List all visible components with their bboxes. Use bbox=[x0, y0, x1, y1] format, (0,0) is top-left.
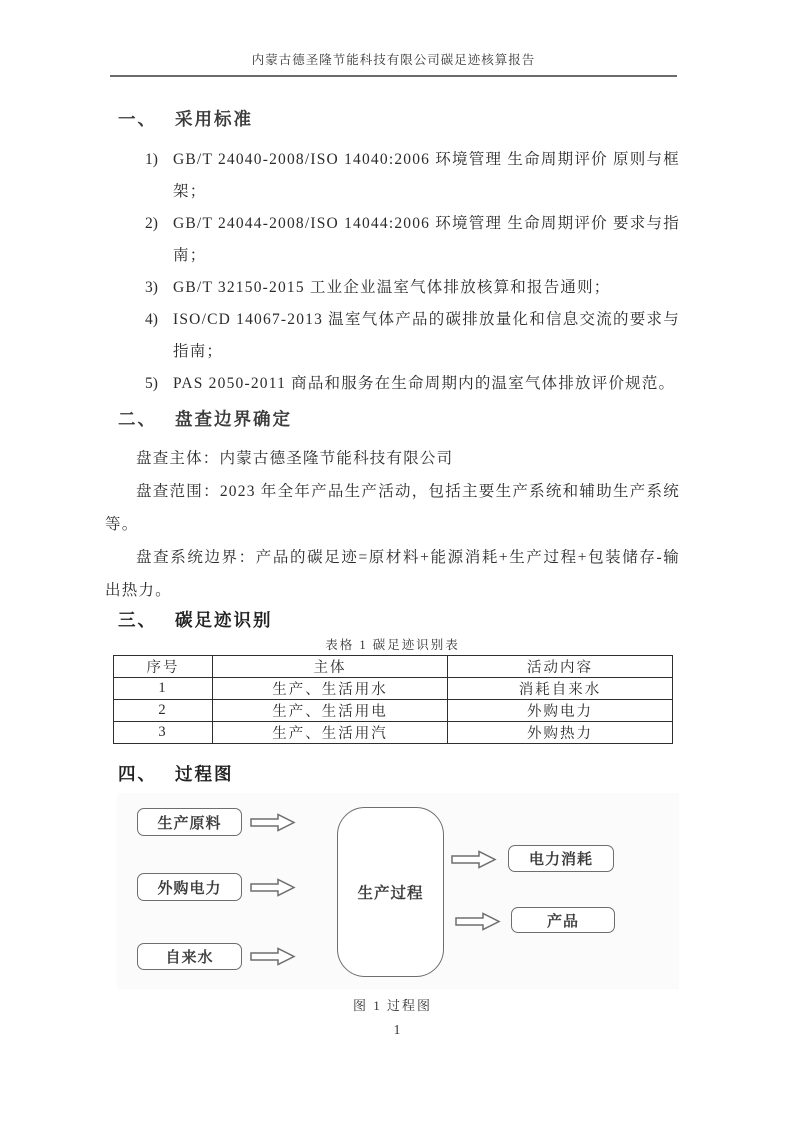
paragraph: 盘查主体：内蒙古德圣隆节能科技有限公司 bbox=[136, 450, 454, 467]
list-item-text: GB/T 32150-2015 工业企业温室气体排放核算和报告通则； bbox=[173, 279, 611, 296]
diagram-input-box: 自来水 bbox=[137, 943, 242, 970]
column-header: 序号 bbox=[114, 656, 213, 678]
column-header: 活动内容 bbox=[448, 656, 673, 678]
list-item-number: 1) bbox=[145, 151, 158, 168]
section-3-number: 三、 bbox=[118, 610, 157, 630]
section-2-title: 盘查边界确定 bbox=[175, 409, 292, 429]
table-header-row bbox=[114, 656, 673, 678]
table-cell: 生产、生活用电 bbox=[213, 700, 448, 722]
list-item-number: 3) bbox=[145, 279, 158, 296]
diagram-input-box: 生产原料 bbox=[137, 808, 242, 836]
list-item-number: 5) bbox=[145, 375, 158, 392]
section-1-heading bbox=[118, 106, 680, 132]
process-flow-diagram bbox=[117, 793, 679, 989]
table-cell: 生产、生活用汽 bbox=[213, 722, 448, 744]
list-item bbox=[105, 208, 680, 272]
list-item-text: ISO/CD 14067-2013 温室气体产品的碳排放量化和信息交流的要求与指南； bbox=[173, 311, 680, 360]
flow-arrow-icon bbox=[455, 912, 501, 931]
table-cell: 2 bbox=[114, 700, 213, 722]
list-item-number: 4) bbox=[145, 311, 158, 328]
boundary-paragraphs bbox=[105, 442, 680, 607]
list-item bbox=[105, 304, 680, 368]
table-row bbox=[114, 722, 673, 744]
flow-arrow-icon bbox=[250, 878, 296, 897]
column-header: 主体 bbox=[213, 656, 448, 678]
page-number: 1 bbox=[393, 1022, 401, 1037]
table-cell: 消耗自来水 bbox=[448, 678, 673, 700]
section-4-title: 过程图 bbox=[175, 764, 234, 784]
page-header bbox=[110, 50, 677, 77]
diagram-output-box: 产品 bbox=[511, 907, 615, 933]
document-title: 内蒙古德圣隆节能科技有限公司碳足迹核算报告 bbox=[251, 53, 536, 67]
diagram-process-box: 生产过程 bbox=[337, 807, 444, 977]
flow-arrow-icon bbox=[451, 850, 497, 869]
flow-arrow-icon bbox=[250, 813, 296, 832]
section-4-number: 四、 bbox=[118, 764, 157, 784]
list-item bbox=[105, 368, 680, 400]
table-caption: 表格 1 碳足迹识别表 bbox=[325, 638, 460, 652]
figure-caption: 图 1 过程图 bbox=[352, 998, 432, 1013]
table-cell: 1 bbox=[114, 678, 213, 700]
section-3-heading bbox=[118, 607, 680, 633]
footprint-identification-table bbox=[113, 655, 673, 744]
section-2-heading bbox=[118, 406, 680, 432]
section-2-number: 二、 bbox=[118, 409, 157, 429]
section-1-title: 采用标准 bbox=[175, 109, 253, 129]
table-cell: 生产、生活用水 bbox=[213, 678, 448, 700]
page-content bbox=[105, 100, 680, 1014]
table-cell: 3 bbox=[114, 722, 213, 744]
diagram-input-box: 外购电力 bbox=[137, 873, 242, 901]
section-1-number: 一、 bbox=[118, 109, 157, 129]
diagram-output-box: 电力消耗 bbox=[508, 845, 614, 872]
table-cell: 外购电力 bbox=[448, 700, 673, 722]
table-row bbox=[114, 678, 673, 700]
list-item-number: 2) bbox=[145, 215, 158, 232]
list-item-text: GB/T 24040-2008/ISO 14040:2006 环境管理 生命周期评价 原则与框架； bbox=[173, 151, 680, 200]
list-item-text: GB/T 24044-2008/ISO 14044:2006 环境管理 生命周期评价 要求与指南； bbox=[173, 215, 680, 264]
section-4-heading bbox=[118, 761, 680, 787]
list-item bbox=[105, 144, 680, 208]
paragraph: 盘查系统边界：产品的碳足迹=原材料+能源消耗+生产过程+包装储存-输出热力。 bbox=[105, 549, 680, 599]
flow-arrow-icon bbox=[250, 947, 296, 966]
table-cell: 外购热力 bbox=[448, 722, 673, 744]
table-row bbox=[114, 700, 673, 722]
list-item-text: PAS 2050-2011 商品和服务在生命周期内的温室气体排放评价规范。 bbox=[173, 375, 676, 392]
paragraph: 盘查范围：2023 年全年产品生产活动，包括主要生产系统和辅助生产系统等。 bbox=[105, 483, 680, 533]
section-3-title: 碳足迹识别 bbox=[175, 610, 273, 630]
list-item bbox=[105, 272, 680, 304]
standards-list bbox=[105, 144, 680, 400]
